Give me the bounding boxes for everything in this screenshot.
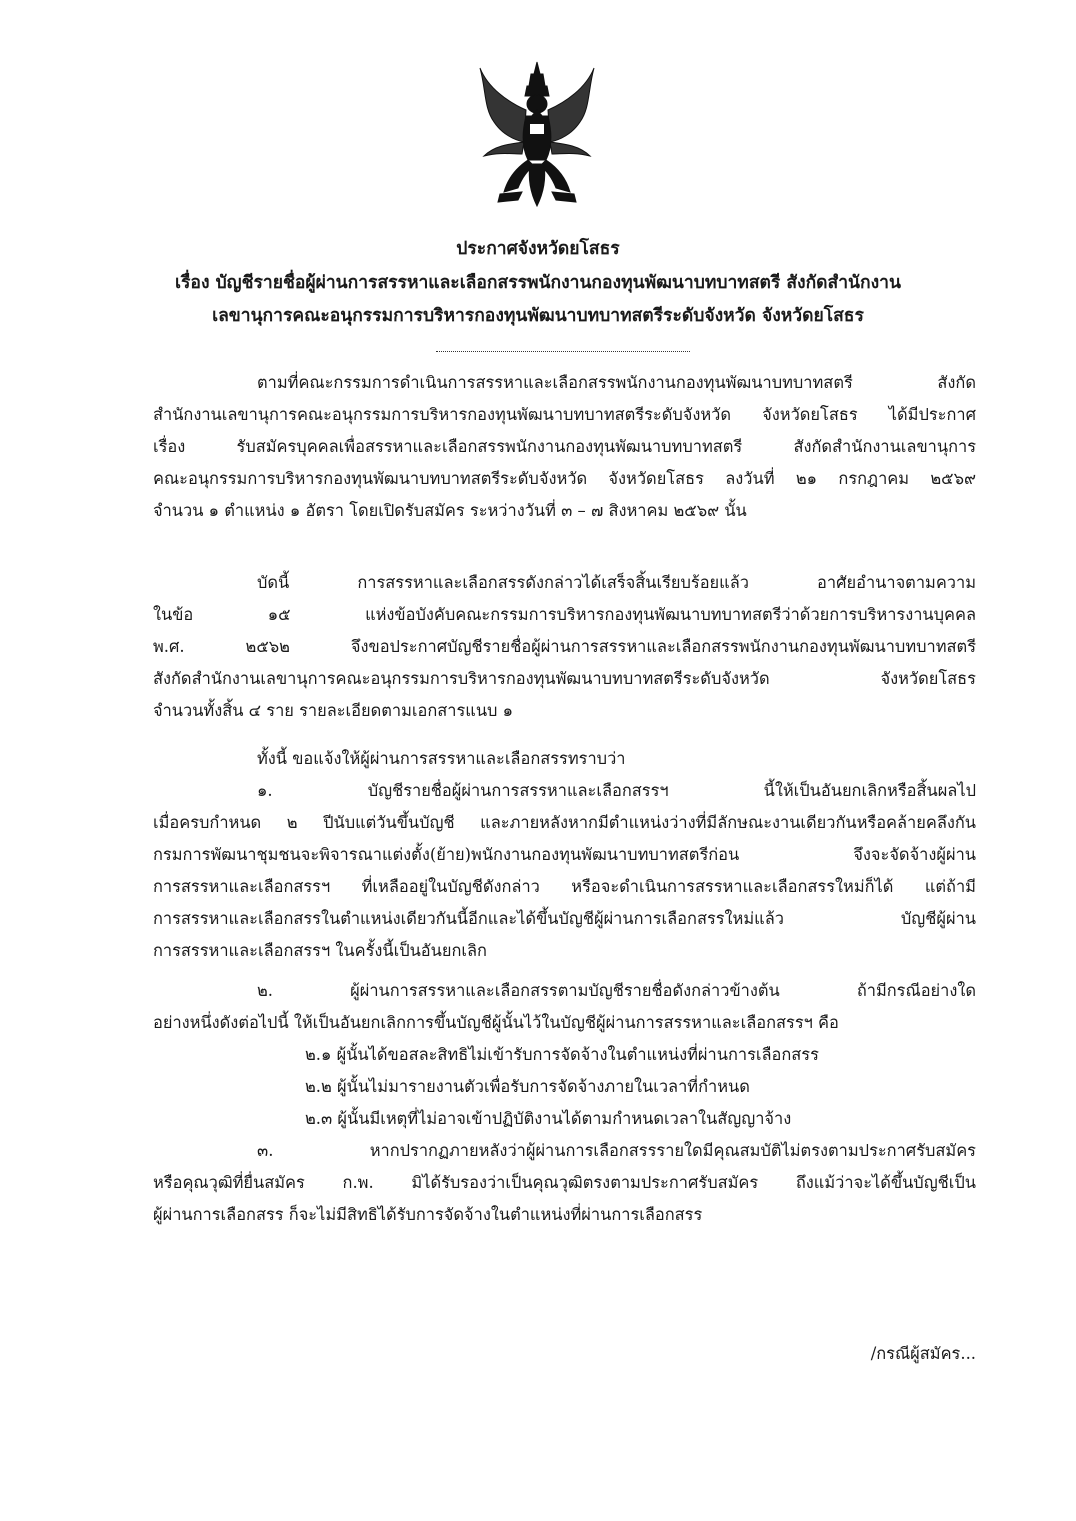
body-line: ๓. หากปรากฏภายหลังว่าผู้ผ่านการเลือกสรรรายใดมีคุณสมบัติไม่ตรงตามประกาศรับสมัคร (257, 1141, 976, 1160)
body-line: สังกัดสำนักงานเลขานุการคณะอนุกรรมการบริหารกองทุนพัฒนาบทบาทสตรีระดับจังหวัด จังหวัดยโสธร (153, 669, 976, 688)
continuation-note: /กรณีผู้สมัคร... (870, 1344, 976, 1363)
subject-line-1: เรื่อง บัญชีรายชื่อผู้ผ่านการสรรหาและเลือกสรรพนักงานกองทุนพัฒนาบทบาทสตรี สังกัดสำนักงาน (175, 273, 901, 293)
body-line: ในข้อ ๑๕ แห่งข้อบังคับคณะกรรมการบริหารกองทุนพัฒนาบทบาทสตรีว่าด้วยการบริหารงานบุคคล (153, 605, 976, 624)
body-line: ตามที่คณะกรรมการดำเนินการสรรหาและเลือกสรรพนักงานกองทุนพัฒนาบทบาทสตรี สังกัด (257, 373, 976, 392)
body-line: การสรรหาและเลือกสรรฯ ในครั้งนี้เป็นอันยกเลิก (153, 941, 487, 960)
body-line: จำนวน ๑ ตำแหน่ง ๑ อัตรา โดยเปิดรับสมัคร ระหว่างวันที่ ๓ – ๗ สิงหาคม ๒๕๖๙ นั้น (153, 501, 747, 520)
body-line: ๒.๓ ผู้นั้นมีเหตุที่ไม่อาจเข้าปฏิบัติงานได้ตามกำหนดเวลาในสัญญาจ้าง (305, 1109, 792, 1128)
announcement-title: ประกาศจังหวัดยโสธร (456, 239, 620, 259)
body-line: จำนวนทั้งสิ้น ๔ ราย รายละเอียดตามเอกสารแนบ ๑ (153, 701, 514, 720)
garuda-emblem-icon (474, 60, 600, 210)
body-line: ๒.๒ ผู้นั้นไม่มารายงานตัวเพื่อรับการจัดจ้างภายในเวลาที่กำหนด (305, 1077, 750, 1096)
body-line: การสรรหาและเลือกสรรฯ ที่เหลืออยู่ในบัญชีดังกล่าว หรือจะดำเนินการสรรหาและเลือกสรรใหม่ก็ได้ แต่ถ้ามี (153, 877, 976, 896)
body-line: ผู้ผ่านการเลือกสรร ก็จะไม่มีสิทธิได้รับการจัดจ้างในตำแหน่งที่ผ่านการเลือกสรร (153, 1205, 703, 1224)
body-line: ๒. ผู้ผ่านการสรรหาและเลือกสรรตามบัญชีรายชื่อดังกล่าวข้างต้น ถ้ามีกรณีอย่างใด (257, 981, 976, 1000)
body-line: สำนักงานเลขานุการคณะอนุกรรมการบริหารกองทุนพัฒนาบทบาทสตรีระดับจังหวัด จังหวัดยโสธร ได้มีประกาศ (153, 405, 976, 424)
dotted-separator (436, 351, 690, 352)
body-line: หรือคุณวุฒิที่ยื่นสมัคร ก.พ. มิได้รับรองว่าเป็นคุณวุฒิตรงตามประกาศรับสมัคร ถึงแม้ว่าจะได้ขึ้นบัญชีเป็น (153, 1173, 976, 1192)
body-line: ๒.๑ ผู้นั้นได้ขอสละสิทธิไม่เข้ารับการจัดจ้างในตำแหน่งที่ผ่านการเลือกสรร (305, 1045, 819, 1064)
body-line: การสรรหาและเลือกสรรในตำแหน่งเดียวกันนี้อีกและได้ขึ้นบัญชีผู้ผ่านการเลือกสรรใหม่แล้ว บัญชีผู้ผ่าน (153, 909, 976, 928)
body-line: กรมการพัฒนาชุมชนจะพิจารณาแต่งตั้ง(ย้าย)พนักงานกองทุนพัฒนาบทบาทสตรีก่อน จึงจะจัดจ้างผู้ผ่าน (153, 845, 976, 864)
body-line: พ.ศ. ๒๕๖๒ จึงขอประกาศบัญชีรายชื่อผู้ผ่านการสรรหาและเลือกสรรพนักงานกองทุนพัฒนาบทบาทสตรี (153, 637, 976, 656)
body-line: เมื่อครบกำหนด ๒ ปีนับแต่วันขึ้นบัญชี และภายหลังหากมีตำแหน่งว่างที่มีลักษณะงานเดียวกันหรือคล้ายคลึงกัน (153, 813, 976, 832)
body-line: ๑. บัญชีรายชื่อผู้ผ่านการสรรหาและเลือกสรรฯ นี้ให้เป็นอันยกเลิกหรือสิ้นผลไป (257, 781, 976, 800)
subject-line-2: เลขานุการคณะอนุกรรมการบริหารกองทุนพัฒนาบทบาทสตรีระดับจังหวัด จังหวัดยโสธร (212, 306, 864, 326)
body-line: เรื่อง รับสมัครบุคคลเพื่อสรรหาและเลือกสรรพนักงานกองทุนพัฒนาบทบาทสตรี สังกัดสำนักงานเลขานุการ (153, 437, 976, 456)
body-line: คณะอนุกรรมการบริหารกองทุนพัฒนาบทบาทสตรีระดับจังหวัด จังหวัดยโสธร ลงวันที่ ๒๑ กรกฎาคม ๒๕๖๙ (153, 469, 976, 488)
body-line: บัดนี้ การสรรหาและเลือกสรรดังกล่าวได้เสร็จสิ้นเรียบร้อยแล้ว อาศัยอำนาจตามความ (257, 573, 976, 592)
body-line: ทั้งนี้ ขอแจ้งให้ผู้ผ่านการสรรหาและเลือกสรรทราบว่า (257, 749, 626, 768)
body-line: อย่างหนึ่งดังต่อไปนี้ ให้เป็นอันยกเลิกการขึ้นบัญชีผู้นั้นไว้ในบัญชีผู้ผ่านการสรรหาและเลือกสรรฯ คือ (153, 1013, 839, 1032)
